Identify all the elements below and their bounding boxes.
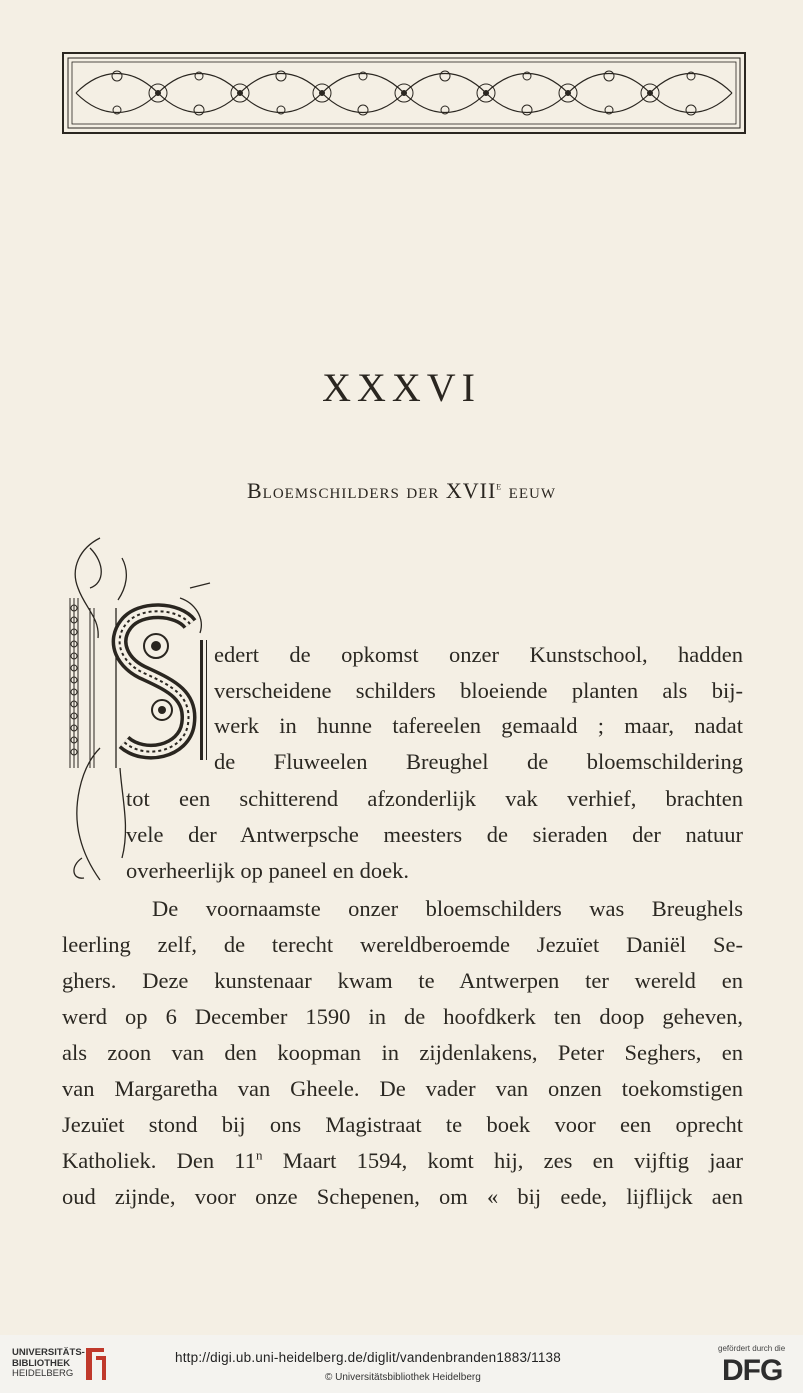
text-line-12: als zoon van den koopman in zijdenlakens, Peter Seghers, en	[62, 1040, 743, 1065]
text-line-2: verscheidene schilders bloeiende planten als bij-	[214, 678, 743, 703]
text-line-10: ghers. Deze kunstenaar kwam te Antwerpen ter wereld en	[62, 968, 743, 993]
funding-note: gefördert durch die	[718, 1344, 786, 1353]
text-line-16: oud zijnde, voor onze Schepenen, om « bij eede, lijflijck aen	[62, 1184, 743, 1209]
subtitle-main: Bloemschilders der XVII	[247, 478, 497, 503]
text-line-5: tot een schitterend afzonderlijk vak verhief, brachten	[126, 786, 743, 811]
subtitle-superscript: e	[496, 478, 503, 493]
copyright-notice: © Universitätsbibliothek Heidelberg	[325, 1372, 481, 1383]
text-line-15	[62, 1146, 743, 1176]
library-name	[12, 1348, 85, 1380]
text-line-8: De voornaamste onzer bloemschilders was Breughels	[152, 896, 743, 921]
library-name-line-2: BIBLIOTHEK	[12, 1357, 71, 1369]
text-line-15-post: Maart 1594, komt hij, zes en vijftig jaar	[262, 1148, 743, 1173]
text-line-13: van Margaretha van Gheele. De vader van onzen toekomstigen	[62, 1076, 743, 1101]
text-line-3: werk in hunne tafereelen gemaald ; maar, nadat	[214, 713, 743, 738]
text-line-9: leerling zelf, de terecht wereldberoemde Jezuïet Daniël Se-	[62, 932, 743, 957]
text-line-15-pre: Katholiek. Den 11	[62, 1148, 256, 1173]
library-logo-icon	[80, 1344, 110, 1384]
text-line-11: werd op 6 December 1590 in de hoofdkerk ten doop geheven,	[62, 1004, 743, 1029]
text-line-1: edert de opkomst onzer Kunstschool, hadden	[214, 642, 743, 667]
subtitle-tail: eeuw	[502, 478, 556, 503]
text-line-14: Jezuïet stond bij ons Magistraat te boek voor een oprecht	[62, 1112, 743, 1137]
text-line-7: overheerlijk op paneel en doek.	[126, 858, 410, 883]
chapter-number: XXXVI	[322, 365, 481, 410]
text-line-15-sup: n	[255, 1147, 263, 1163]
ornamental-header-banner	[62, 52, 746, 134]
text-line-4: de Fluweelen Breughel de bloemschildering	[214, 749, 743, 774]
library-name-line-1: UNIVERSITÄTS-	[12, 1347, 85, 1358]
source-url-link[interactable]: http://digi.ub.uni-heidelberg.de/diglit/vandenbranden1883/1138	[175, 1350, 561, 1365]
chapter-subtitle	[0, 478, 803, 504]
text-line-6: vele der Antwerpsche meesters de sieraden der natuur	[126, 822, 743, 847]
dfg-logo: DFG	[722, 1354, 783, 1387]
library-name-line-3: HEIDELBERG	[12, 1368, 74, 1379]
